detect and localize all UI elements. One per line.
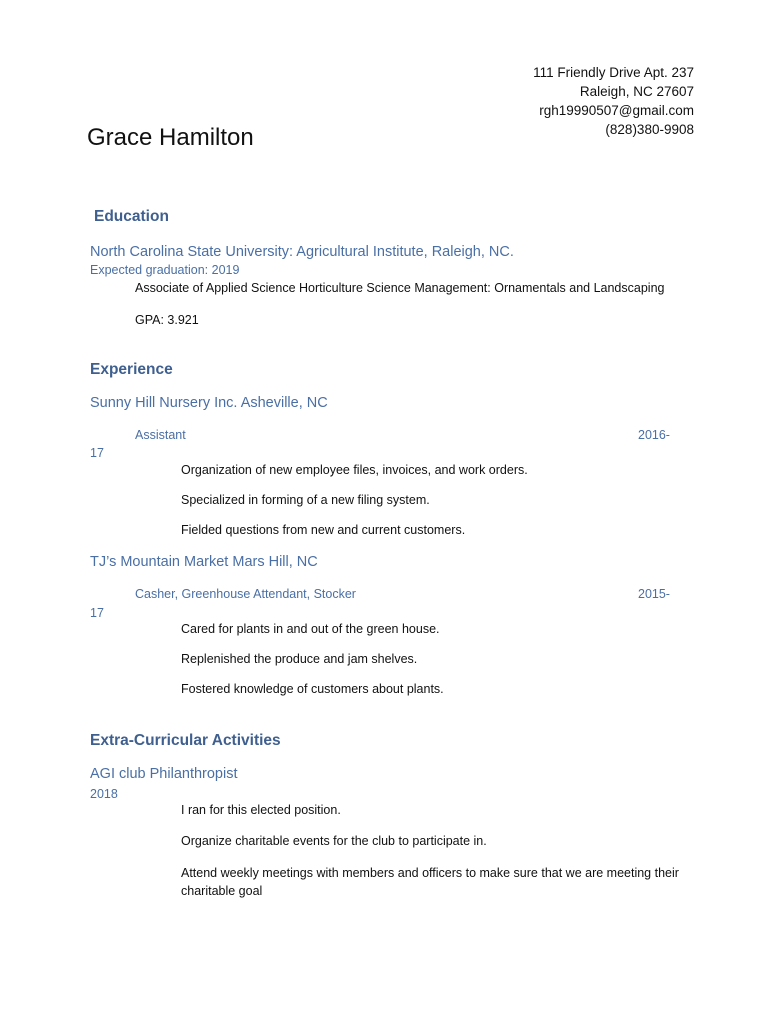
job-duty: Fostered knowledge of customers about plants. (181, 682, 444, 696)
job-duty: Fielded questions from new and current customers. (181, 523, 466, 537)
activity-title: AGI club Philanthropist (90, 766, 238, 782)
email: rgh19990507@gmail.com (539, 103, 694, 118)
activity-year: 2018 (90, 787, 118, 801)
job-role: Casher, Greenhouse Attendant, Stocker (135, 587, 356, 601)
graduation-date: Expected graduation: 2019 (90, 263, 240, 277)
activity-duty: I ran for this elected position. (181, 803, 341, 817)
school-name: North Carolina State University: Agricultural Institute, Raleigh, NC. (90, 244, 514, 260)
job-years-cont: 17 (90, 446, 104, 460)
candidate-name: Grace Hamilton (87, 124, 254, 151)
address-line-1: 111 Friendly Drive Apt. 237 (533, 65, 694, 80)
contact-block (533, 63, 694, 139)
degree: Associate of Applied Science Horticulture Science Management: Ornamentals and Landscaping (135, 281, 665, 295)
phone: (828)380-9908 (605, 122, 694, 137)
job-years: 2016- (638, 428, 670, 442)
job-years: 2015- (638, 587, 670, 601)
job-duty: Replenished the produce and jam shelves. (181, 652, 418, 666)
gpa: GPA: 3.921 (135, 313, 199, 327)
experience-heading: Experience (90, 361, 173, 378)
job-duty: Cared for plants in and out of the green house. (181, 622, 440, 636)
activities-heading: Extra-Curricular Activities (90, 732, 281, 749)
education-heading: Education (94, 208, 169, 225)
address-line-2: Raleigh, NC 27607 (579, 84, 694, 99)
job-role: Assistant (135, 428, 186, 442)
employer: Sunny Hill Nursery Inc. Asheville, NC (90, 395, 328, 411)
employer: TJ’s Mountain Market Mars Hill, NC (90, 554, 318, 570)
job-duty: Organization of new employee files, invoices, and work orders. (181, 463, 528, 477)
job-duty: Specialized in forming of a new filing system. (181, 493, 430, 507)
activity-duty: Attend weekly meetings with members and officers to make sure that we are meeting their charitable goal (181, 866, 679, 898)
job-years-cont: 17 (90, 606, 104, 620)
activity-duty: Organize charitable events for the club to participate in. (181, 834, 487, 848)
